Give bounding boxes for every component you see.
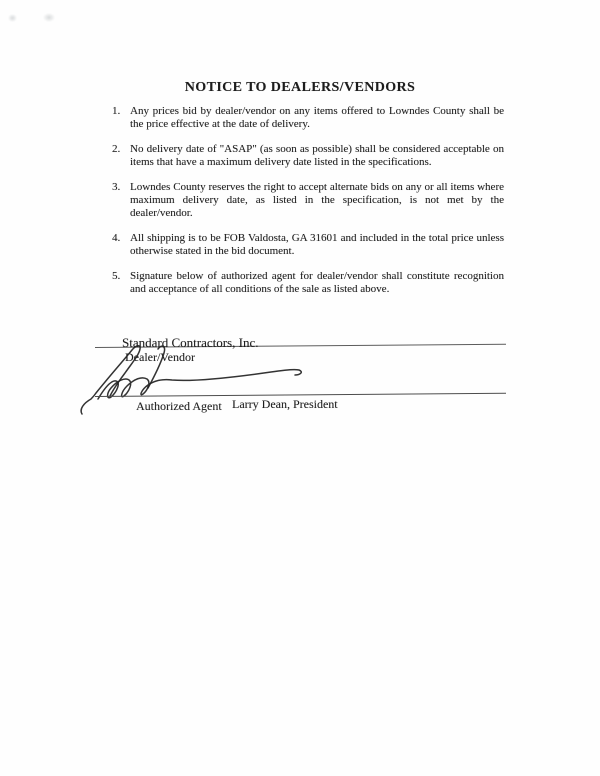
item-text: All shipping is to be FOB Valdosta, GA 31601 and included in the total price unless otherwise stated in the bid document. — [130, 232, 504, 257]
item-number: 5. — [112, 270, 121, 282]
item-number: 3. — [112, 181, 121, 193]
item-text: Lowndes County reserves the right to accept alternate bids on any or all items where maximum delivery date, as listed in the specification, is not met by the dealer/vendor. — [130, 181, 504, 219]
notice-list — [112, 105, 504, 308]
dealer-vendor-value: Standard Contractors, Inc. — [122, 335, 259, 350]
dealer-vendor-label: Dealer/Vendor — [125, 350, 195, 364]
authorized-agent-value: Larry Dean, President — [232, 397, 338, 411]
item-text: Signature below of authorized agent for dealer/vendor shall constitute recognition and acceptance of all conditions of the sale as listed above. — [130, 270, 504, 295]
list-item — [112, 181, 504, 220]
item-number: 2. — [112, 143, 121, 155]
item-number: 1. — [112, 105, 121, 117]
item-text: No delivery date of "ASAP" (as soon as possible) shall be considered acceptable on items that have a maximum delivery date listed in the specifications. — [130, 143, 504, 168]
list-item — [112, 232, 504, 258]
scan-smudge — [43, 13, 55, 22]
item-text: Any prices bid by dealer/vendor on any items offered to Lowndes County shall be the price effective at the date of delivery. — [130, 105, 504, 130]
scan-smudge — [8, 14, 17, 22]
list-item — [112, 270, 504, 296]
authorized-agent-label: Authorized Agent — [136, 399, 222, 413]
page-title: NOTICE TO DEALERS/VENDORS — [184, 80, 416, 95]
signature-block — [0, 335, 600, 435]
list-item — [112, 105, 504, 131]
item-number: 4. — [112, 232, 121, 244]
list-item — [112, 143, 504, 169]
